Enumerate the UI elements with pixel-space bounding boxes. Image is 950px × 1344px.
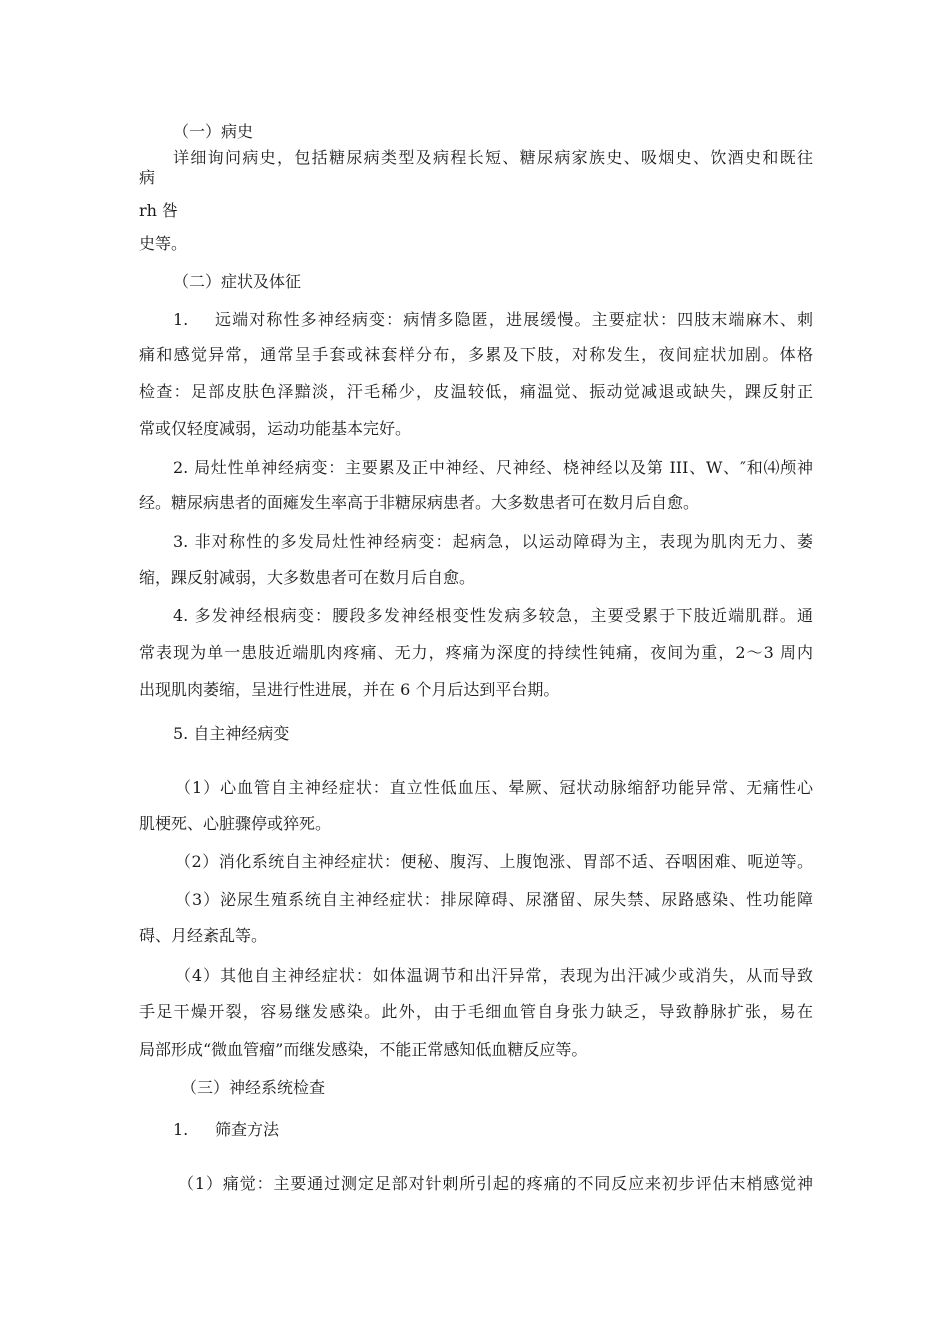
paragraph-line: 碍、月经紊乱等。 [139, 926, 268, 945]
paragraph-line: 缩，踝反射减弱，大多数患者可在数月后自愈。 [139, 568, 476, 587]
paragraph-line: （3）泌尿生殖系统自主神经症状：排尿障碍、尿潴留、尿失禁、尿路感染、性功能障 [175, 890, 813, 909]
paragraph-line: 手足干燥开裂，容易继发感染。此外，由于毛细血管自身张力缺乏，导致静脉扩张，易在 [139, 1002, 813, 1021]
paragraph-line: 痛和感觉异常，通常呈手套或袜套样分布，多累及下肢，对称发生，夜间症状加剧。体格 [139, 345, 813, 364]
subsection-heading: 筛查方法 [215, 1120, 280, 1139]
paragraph-line: 经。糖尿病患者的面瘫发生率高于非糖尿病患者。大多数患者可在数月后自愈。 [139, 493, 700, 512]
paragraph-line: 检查：足部皮肤色泽黯淡，汗毛稀少，皮温较低，痛温觉、振动觉减退或缺失，踝反射正 [139, 382, 813, 401]
paragraph-line: 病 [139, 168, 156, 187]
paragraph-line: 局部形成“微血管瘤”而继发感染，不能正常感知低血糖反应等。 [139, 1040, 588, 1059]
paragraph-line: 2. 局灶性单神经病变：主要累及正中神经、尺神经、桡神经以及第 III、W、″和⑷颅神 [173, 458, 813, 477]
paragraph-line: 出现肌肉萎缩，呈进行性进展，并在 6 个月后达到平台期。 [139, 680, 560, 699]
list-item-number: 1. [173, 1120, 189, 1139]
paragraph-line: 4. 多发神经根病变：腰段多发神经根变性发病多较急，主要受累于下肢近端肌群。通 [173, 606, 813, 625]
list-item-number: 1. [173, 310, 189, 329]
paragraph-line: （1）心血管自主神经症状：直立性低血压、晕厥、冠状动脉缩舒功能异常、无痛性心 [175, 778, 813, 797]
paragraph-line: 常表现为单一患肢近端肌肉疼痛、无力，疼痛为深度的持续性钝痛，夜间为重，2〜3 周内 [139, 643, 813, 662]
paragraph-line: 远端对称性多神经病变：病情多隐匿，进展缓慢。主要症状：四肢末端麻木、刺 [215, 310, 813, 329]
paragraph-line: 3. 非对称性的多发局灶性神经病变：起病急，以运动障碍为主，表现为肌肉无力、萎 [173, 532, 813, 551]
paragraph-line: （4）其他自主神经症状：如体温调节和出汗异常，表现为出汗减少或消失，从而导致 [175, 966, 813, 985]
section-heading-neuro-exam: （三）神经系统检查 [181, 1078, 326, 1097]
section-heading-history: （一）病史 [173, 122, 254, 141]
paragraph-line: rh 咎 [139, 201, 179, 220]
section-heading-symptoms: （二）症状及体征 [173, 272, 302, 291]
paragraph-line: 肌梗死、心脏骤停或猝死。 [139, 814, 332, 833]
paragraph-line: （1）痛觉：主要通过测定足部对针刺所引起的疼痛的不同反应来初步评估末梢感觉神 [178, 1174, 813, 1193]
paragraph-line: 常或仅轻度减弱，运动功能基本完好。 [139, 419, 412, 438]
paragraph-line: （2）消化系统自主神经症状：便秘、腹泻、上腹饱涨、胃部不适、吞咽困难、呃逆等。 [175, 852, 813, 871]
paragraph-line: 详细询问病史，包括糖尿病类型及病程长短、糖尿病家族史、吸烟史、饮酒史和既往 [173, 148, 813, 167]
paragraph-line: 史等。 [139, 234, 188, 253]
subsection-heading: 5. 自主神经病变 [173, 724, 290, 743]
